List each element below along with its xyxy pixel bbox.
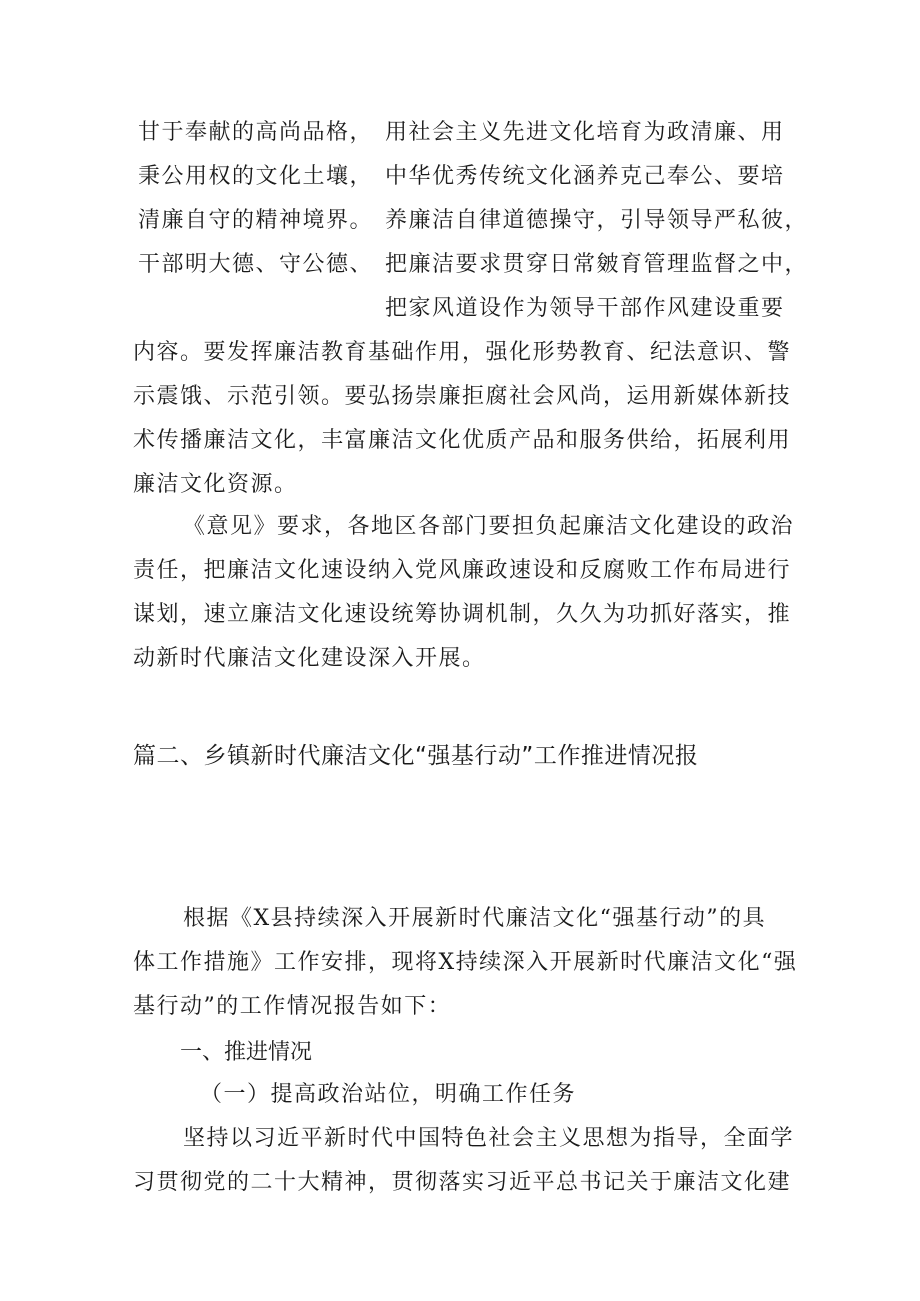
right-column-line: 把家风道设作为领导干部作风建设重要: [385, 296, 785, 321]
right-column-line: 养廉洁自律道德操守，引导领导严私彼，: [385, 208, 809, 233]
paragraph-line: 根据《X县持续深入开展新时代廉洁文化“强基行动”的具: [183, 906, 767, 931]
paragraph-line: 廉洁文化资源。: [133, 472, 298, 497]
paragraph-line: 示震饿、示范引领。要弘扬崇廉拒腐社会风尚，运用新媒体新技: [133, 384, 792, 409]
subsection-heading: （一）提高政治站位，明确工作任务: [200, 1082, 577, 1107]
paragraph-line: 术传播廉洁文化，丰富廉洁文化优质产品和服务供给，拓展利用: [133, 428, 792, 453]
paragraph-line: 责任，把廉洁文化速设纳入党风廉政速设和反腐败工作布局进行: [133, 558, 792, 583]
right-column-line: 中华优秀传统文化涵养克己奉公、要培: [385, 164, 785, 189]
paragraph-line: 坚持以习近平新时代中国特色社会主义思想为指导，全面学: [183, 1126, 795, 1151]
section-title: 篇二、乡镇新时代廉洁文化“强基行动”工作推进情况报: [133, 743, 699, 769]
paragraph-line: 体工作措施》工作安排，现将X持续深入开展新时代廉洁文化“强: [133, 950, 798, 975]
right-column-line: 用社会主义先进文化培育为政清廉、用: [385, 120, 785, 145]
left-column-line: 秉公用权的文化土壤，: [138, 164, 374, 189]
section-heading: 一、推进情况: [180, 1040, 313, 1065]
paragraph-line: 《意见》要求，各地区各部门要担负起廉洁文化建设的政治: [183, 514, 795, 539]
right-column-line: 把廉洁要求贯穿日常皴育管理监督之中，: [385, 252, 809, 277]
paragraph-line: 基行动”的工作情况报告如下：: [133, 994, 452, 1019]
left-column-line: 干部明大德、守公德、: [138, 252, 374, 277]
left-column-line: 甘于奉献的高尚品格，: [138, 120, 374, 145]
paragraph-line: 内容。要发挥廉洁教育基础作用，强化形势教育、纪法意识、警: [133, 340, 792, 365]
left-column-line: 清廉自守的精神境界。: [138, 208, 374, 233]
paragraph-line: 习贯彻党的二十大精神，贯彻落实习近平总书记关于廉洁文化建: [133, 1170, 792, 1195]
paragraph-line: 谋划，速立廉洁文化速设统筹协调机制，久久为功抓好落实，推: [133, 602, 792, 627]
paragraph-line: 动新时代廉洁文化建设深入开展。: [133, 646, 486, 671]
